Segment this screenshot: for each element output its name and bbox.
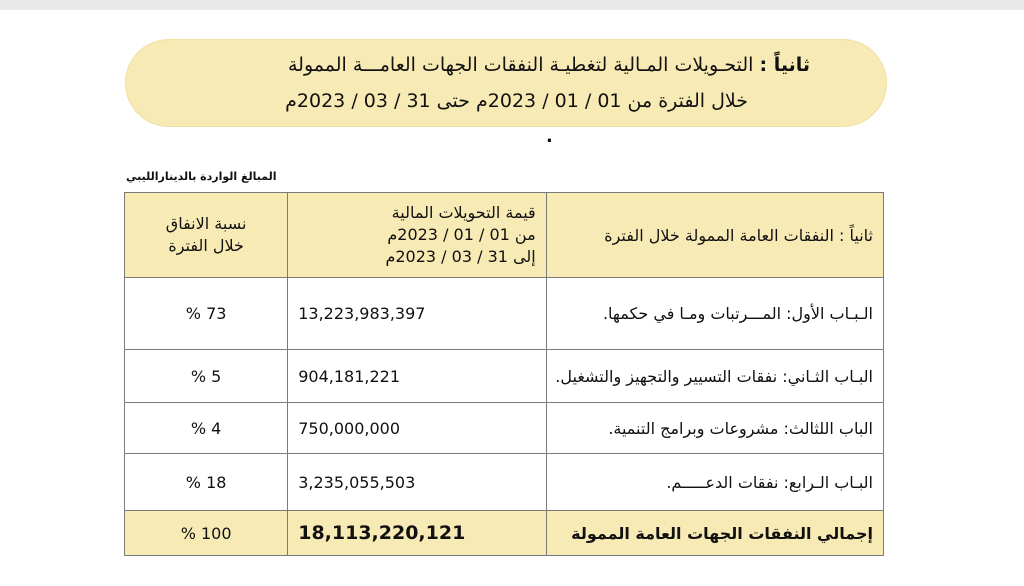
row-amount: 3,235,055,503: [288, 454, 546, 511]
row-amount: 13,223,983,397: [288, 278, 546, 350]
table-row: [125, 454, 884, 511]
row-pct: % 4: [125, 403, 288, 454]
heading-label: ثانياً :: [759, 54, 810, 76]
table-header-row: [125, 193, 884, 278]
total-item: إجمالي النفقات الجهات العامة الممولة: [546, 511, 883, 556]
header-amount-line1: قيمة التحويلات المالية: [391, 203, 536, 222]
header-pct: [125, 193, 288, 278]
row-amount: 750,000,000: [288, 403, 546, 454]
row-pct: % 18: [125, 454, 288, 511]
row-item: الباب اللثالث: مشروعات وبرامج التنمية.: [546, 403, 883, 454]
heading-title: التحـويلات المـالية لتغطيـة النفقات الجهات العامـــة الممولة: [287, 54, 754, 76]
row-item: الـبـاب الأول: المـــرتبات ومـا في حكمها.: [546, 278, 883, 350]
total-amount: 18,113,220,121: [288, 511, 546, 556]
table-row: [125, 403, 884, 454]
spending-table: [124, 192, 884, 556]
row-item: البـاب الثـاني: نفقات التسيير والتجهيز والتشغيل.: [546, 350, 883, 403]
heading-box: [126, 40, 886, 126]
row-pct: % 73: [125, 278, 288, 350]
stray-dot: .: [546, 126, 553, 147]
header-item: ثانياً : النفقات العامة الممولة خلال الفترة: [546, 193, 883, 278]
header-pct-line2: خلال الفترة: [168, 236, 244, 255]
table-row: [125, 278, 884, 350]
currency-note: المبالغ الواردة بالدينارالليبي: [126, 170, 277, 183]
top-strip: [0, 0, 1024, 10]
row-amount: 904,181,221: [288, 350, 546, 403]
header-pct-line1: نسبة الانفاق: [165, 214, 247, 233]
table-row: [125, 350, 884, 403]
heading-title-line: [288, 54, 810, 76]
header-amount: [288, 193, 546, 278]
header-amount-line3: إلى 31 / 03 / 2023م: [385, 247, 536, 266]
header-amount-line2: من 01 / 01 / 2023م: [387, 225, 536, 244]
row-pct: % 5: [125, 350, 288, 403]
total-pct: % 100: [125, 511, 288, 556]
total-row: [125, 511, 884, 556]
heading-period: خلال الفترة من 01 / 01 / 2023م حتى 31 / 03 / 2023م: [285, 90, 748, 112]
row-item: البـاب الـرابع: نفقات الدعـــــم.: [546, 454, 883, 511]
